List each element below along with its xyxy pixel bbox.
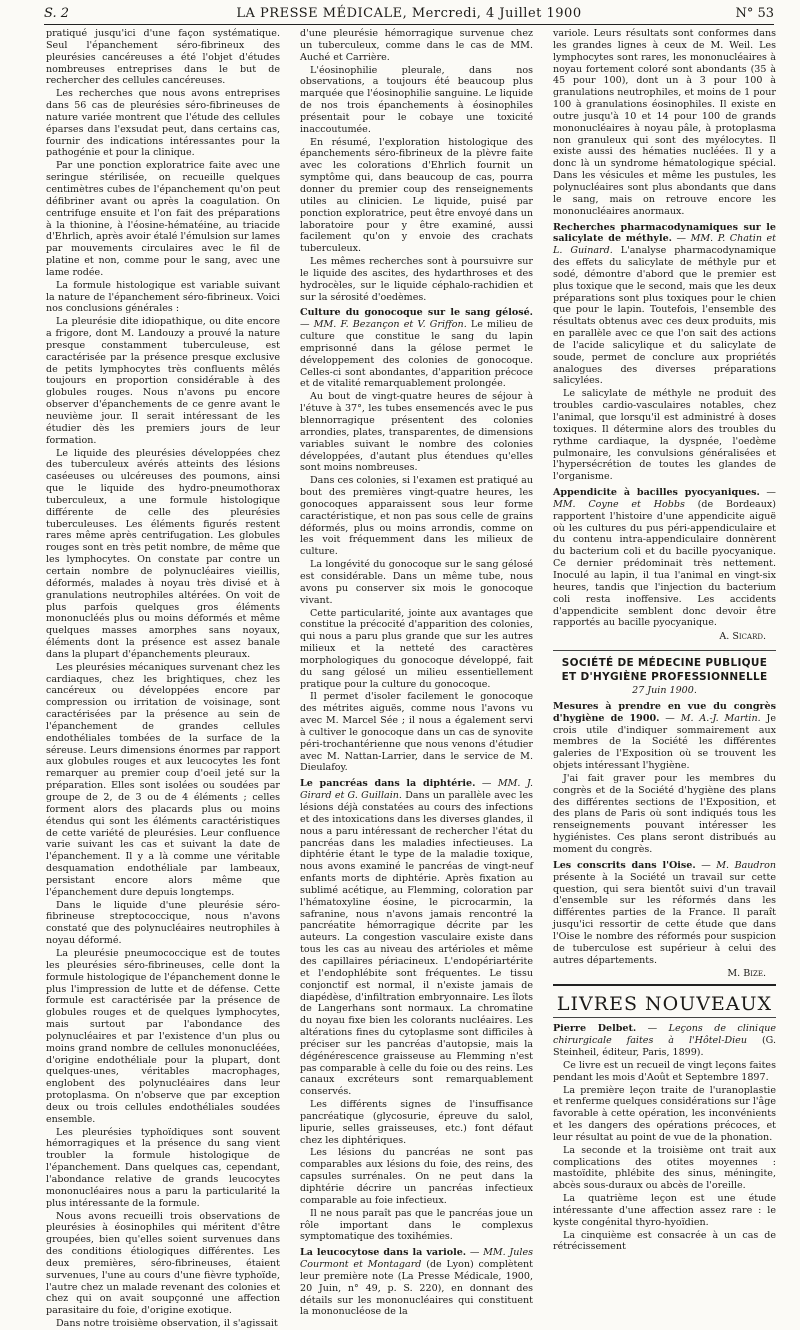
article-gonocoque: Culture du gonocoque sur le sang gélosé. — MM. F. Bezançon et V. Griffon. Le milieu de culture que constitue le sang du lapin emprisonné dans la gélose permet le développement des colonies de gonocoque. Celles-ci sont abondantes, d'apparition précoce et de vitalité remarquablement prolongée. (300, 307, 533, 390)
book-publisher: (G. Steinheil, éditeur, Paris, 1899). (553, 1035, 776, 1058)
article-congres: Mesures à prendre en vue du congrès d'hygiène de 1900. — M. A.-J. Martin. Je crois utile d'indiquer sommairement aux membres de la Société les différentes galeries de l'Exposition où se trouvent les objets intéressant l'hygiène. (553, 700, 776, 772)
article-authors: MM. P. Chatin et L. Guinard. (553, 233, 776, 257)
page-header (44, 6, 774, 26)
paragraph: Dans le liquide d'une pleurésie séro-fibrineuse streptococcique, nous n'avons constaté que des polynucléaires neutrophiles à noyau déformé. (46, 899, 280, 947)
column-3 (553, 28, 776, 1253)
issue-number: N° 53 (735, 6, 774, 21)
paragraph: Dans notre troisième observation, il s'agissait (56, 1318, 278, 1330)
paragraph: Ce livre est un recueil de vingt leçons faites pendant les mois d'Août et Septembre 1897. (553, 1059, 776, 1083)
paragraph: Le salicylate de méthyle ne produit des troubles cardio-vasculaires notables, chez l'animal, que lorsqu'il est administré à doses toxiques. Il détermine alors des troubles du rythme cardiaque, la dyspnée, l'oedème pulmonaire, les convulsions généralisées et l'hypersécrétion de toutes les glandes de l'organisme. (553, 388, 776, 483)
paragraph: Le milieu de culture que constitue le sang du lapin emprisonné dans la gélose permet le développement des colonies de gonocoque. Celles-ci sont abondantes, d'apparition précoce et de vitalité remarquablement prolongée. (300, 319, 533, 390)
paragraph: d'une pleurésie hémorragique survenue chez un tuberculeux, comme dans le cas de MM. Auché et Carrière. (300, 28, 533, 63)
paragraph: variole. Leurs résultats sont conformes dans les grandes lignes à ceux de M. Weil. Les lymphocytes sont rares, les mononucléaires à noyau fortement coloré sont abondants (35 à 45 pour 100), dont un à 3 pour 100 à granulations neutrophiles, et moins de 1 pour 100 à granulations éosinophiles. Il existe en outre jusqu'à 10 et 14 pour 100 de grands mononucléaires à noyau pâle, à protoplasma non granuleux qui sont des myélocytes. Il existe aussi des hématies nucléées. Il y a donc là un syndrome hématologique spécial. Dans les vésicules et même les pustules, les polynucléaires sont plus abondants que dans le sang, mais on retrouve encore les mononucléaires anormaux. (553, 28, 776, 217)
paragraph: Les recherches que nous avons entreprises dans 56 cas de pleurésies séro-fibrineuses de nature variée montrent que l'étude des cellules éparses dans l'exsudat peut, dans certains cas, fournir des indications intéressantes pour la pathogénie et pour la clinique. (46, 88, 280, 159)
livres-heading: LIVRES NOUVEAUX (556, 993, 773, 1016)
header-rule (44, 24, 774, 25)
section-divider (553, 984, 776, 986)
article-title: Les conscrits dans l'Oise. (553, 859, 696, 871)
paragraph: pratiqué jusqu'ici d'une façon systématique. Seul l'épanchement séro-fibrineux des pleurésies cancéreuses a été l'objet d'études nombreuses entreprises dans le but de rechercher des cellules cancéreuses. (46, 28, 280, 87)
paragraph: Les différents signes de l'insuffisance pancréatique (glycosurie, épreuve du salol, lipurie, selles graisseuses, etc.) font défaut chez les diphtériques. (300, 1099, 533, 1146)
paragraph: L'éosinophilie pleurale, dans nos observations, a toujours été beaucoup plus marquée que l'éosinophilie sanguine. Le liquide de nos trois épanchements à éosinophiles présentait pour le cobaye une toxicité inaccoutumée. (300, 64, 533, 135)
paragraph: La cinquième est consacrée à un cas de rétrécissement (553, 1229, 776, 1253)
article-authors: MM. Coyne et Hobbs (553, 498, 685, 510)
paragraph: La longévité du gonocoque sur le sang gélosé est considérable. Dans un même tube, nous avons pu conserver six mois le gonocoque vivant. (300, 559, 533, 606)
paragraph: (de Lyon) complètent leur première note (La Presse Médicale, 1900, 20 Juin, n° 49, p. S. 220), en donnant des détails sur les mononucléaires qui constituent la mononucléose de la (300, 1259, 533, 1318)
signature: M. Bize. (727, 968, 766, 980)
paragraph: La pleurésie pneumococcique est de toutes les pleurésies séro-fibrineuses, celle dont la formule histologique de l'épanchement donne le plus l'impression de lutte et de défense. Cette formule est caractérisée par la présence de globules rouges et de quelques lymphocytes, mais surtout par l'abondance des polynucléaires et par l'existence d'un plus ou moins grand nombre de cellules mononucléées, d'origine endothéliale pour la plupart, dont quelques-unes, véritables macrophages, englobent des polynucléaires dans leur protoplasma. On n'observe que par exception deux ou trois cellules endothéliales soudées ensemble. (46, 947, 280, 1125)
paragraph: Il ne nous paraît pas que le pancréas joue un rôle important dans le complexus symptomatique des toxihémies. (300, 1207, 533, 1243)
book-review: Pierre Delbet. — Leçons de clinique chirurgicale faites à l'Hôtel-Dieu (G. Steinheil, éditeur, Paris, 1899). (553, 1023, 776, 1058)
paragraph: Les mêmes recherches sont à poursuivre sur le liquide des ascites, des hydarthroses et des hydrocèles, sur le liquide céphalo-rachidien et sur la sérosité d'oedèmes. (300, 256, 533, 303)
article-authors: M. A.-J. Martin. (680, 712, 761, 724)
article-title: Mesures à prendre en vue du congrès d'hygiène de 1900. (553, 700, 776, 724)
paragraph: Je crois utile d'indiquer sommairement aux membres de la Société les différentes galeries de l'Exposition où se trouvent les objets intéressant l'hygiène. (553, 712, 776, 772)
article-title: Le pancréas dans la diphtérie. (300, 778, 476, 790)
paragraph: présente à la Société un travail sur cette question, qui sera bientôt suivi d'un travail d'ensemble sur les réformés dans les différentes parties de la France. Il paraît jusqu'ici ressortir de cette étude que dans l'Oise le nombre des réformés pour suspicion de tuberculose est supérieur à celui des autres départements. (553, 871, 776, 966)
paragraph: Dans un parallèle avec les lésions déjà constatées au cours des infections et des intoxications dans les diverses glandes, il nous a paru intéressant de rechercher l'état du pancréas dans les maladies infectieuses. La diphtérie étant le type de la maladie toxique, nous avons examiné le pancréas de vingt-neuf enfants morts de diphtérie. Après fixation au sublimé acétique, au Flemming, coloration par l'hématoxyline éosine, le picrocarmin, la safranine, nous n'avons jamais rencontré la pancréatite hémorragique décrite par les auteurs. La congestion vasculaire existe dans tous les cas au niveau des artérioles et même des capillaires périacineux. L'endopériartérite et l'endophlébite sont fréquentes. Le tissu conjonctif est normal, il n'existe jamais de diapédèse, d'infiltration embryonnaire. Les îlots de Langerhans sont normaux. La chromatine du noyau fixe bien les colorants nucléaires. Les altérations fines du cytoplasme sont difficiles à préciser sur les pancréas d'autopsie, mais la dégénérescence graisseuse au Flemming n'est pas comparable à celle du foie ou des reins. Les canaux excréteurs sont remarquablement conservés. (300, 790, 533, 1098)
article-title: La leucocytose dans la variole. (300, 1247, 467, 1259)
paragraph: La formule histologique est variable suivant la nature de l'épanchement séro-fibrineux. Voici nos conclusions générales : (46, 279, 280, 315)
paragraph: (de Bordeaux) rapportent l'histoire d'une appendicite aiguë où les cultures du pus péri-appendiculaire et du contenu intra-appendiculaire donnèrent du bacterium coli et du bacille pyocyanique. Ce dernier prédominait très nettement. Inoculé au lapin, il tua l'animal en vingt-six heures, tandis que l'injection du bacterium coli resta inoffensive. Les accidents d'appendicite semblent donc devoir être rapportés au bacille pyocyanique. (553, 498, 776, 629)
paragraph: Cette particularité, jointe aux avantages que constitue la précocité d'apparition des colonies, qui nous a paru plus grande que sur les autres milieux et la netteté des caractères morphologiques du gonocoque développé, fait du sang gélosé un milieu essentiellement pratique pour la culture du gonocoque. (300, 607, 533, 690)
article-authors: M. Baudron (716, 859, 776, 871)
paragraph: La seconde et la troisième ont trait aux complications des otites moyennes : mastoïdite, phlébite des sinus, méningite, abcès sous-duraux ou abcès de l'oreille. (553, 1144, 776, 1192)
paragraph: En résumé, l'exploration histologique des épanchements séro-fibrineux de la plèvre faite avec les colorations d'Ehrlich fournit un symptôme qui, dans beaucoup de cas, pourra donner du premier coup des renseignements utiles au clinicien. Le liquide, puisé par ponction exploratrice, peut être envoyé dans un laboratoire pour y être examiné, aussi facilement qu'on y envoie des crachats tuberculeux. (300, 136, 533, 255)
article-authors: MM. F. Bezançon et V. Griffon. (313, 319, 467, 331)
paragraph: La première leçon traite de l'uranoplastie et renferme quelques considérations sur l'âge favorable à cette opération, les inconvénients et les dangers des opérations précoces, et leur résultat au point de vue de la phonation. (553, 1084, 776, 1143)
section-divider (553, 650, 776, 651)
article-appendicite: Appendicite à bacilles pyocyaniques. — MM. Coyne et Hobbs (de Bordeaux) rapportent l'histoire d'une appendicite aiguë où les cultures du pus péri-appendiculaire et du contenu intra-appendiculaire donnèrent du bacterium coli et du bacille pyocyanique. Ce dernier prédominait très nettement. Inoculé au lapin, il tua l'animal en vingt-six heures, tandis que l'injection du bacterium coli resta inoffensive. Les accidents d'appendicite semblent donc devoir être rapportés au bacille pyocyanique. (553, 487, 776, 629)
section-divider (553, 1017, 776, 1018)
paragraph: Au bout de vingt-quatre heures de séjour à l'étuve à 37°, les tubes ensemencés avec le pus blennorragique présentent des colonies arrondies, plates, transparentes, de dimensions variables suivant le nombre des colonies développées, d'autant plus étendues qu'elles sont moins nombreuses. (300, 391, 533, 474)
paragraph: La pleurésie dite idiopathique, ou dite encore a frigore, dont M. Landouzy a prouvé la nature presque constamment tuberculeuse, est caractérisée par la présence presque exclusive de petits lymphocytes très confluents mêlés toujours en proportion considérable à des globules rouges. Nous n'avons pu encore observer d'épanchements de ce genre avant le neuvième jour. Il serait intéressant de les étudier dès les premiers jours de leur formation. (46, 316, 280, 446)
column-2 (300, 28, 534, 1318)
paragraph: J'ai fait graver pour les membres du congrès et de la Société d'hygiène des plans des différentes sections de l'Exposition, et des plans de Paris où sont indiqués tous les renseignements pouvant intéresser les hygiénistes. Ces plans seront distribués au moment du congrès. (553, 772, 776, 855)
session-date: 27 Juin 1900. (632, 685, 697, 697)
society-heading: SOCIÉTÉ DE MÉDECINE PUBLIQUE ET D'HYGIÈNE PROFESSIONNELLE (561, 657, 768, 684)
article-pancreas: Le pancréas dans la diphtérie. — MM. J. Girard et G. Guillain. Dans un parallèle avec les lésions déjà constatées au cours des infections et des intoxications dans les diverses glandes, il nous a paru intéressant de rechercher l'état du pancréas dans les maladies infectieuses. La diphtérie étant le type de la maladie toxique, nous avons examiné le pancréas de vingt-neuf enfants morts de diphtérie. Après fixation au sublimé acétique, au Flemming, coloration par l'hématoxyline éosine, le picrocarmin, la safranine, nous n'avons jamais rencontré la pancréatite hémorragique décrite par les auteurs. La congestion vasculaire existe dans tous les cas au niveau des artérioles et même des capillaires périacineux. L'endopériartérite et l'endophlébite sont fréquentes. Le tissu conjonctif est normal, il n'existe jamais de diapédèse, d'infiltration embryonnaire. Les îlots de Langerhans sont normaux. La chromatine du noyau fixe bien les colorants nucléaires. Les altérations fines du cytoplasme sont difficiles à préciser sur les pancréas d'autopsie, mais la dégénérescence graisseuse au Flemming n'est pas comparable à celle du foie ou des reins. Les canaux excréteurs sont remarquablement conservés. (300, 778, 533, 1098)
paragraph: Nous avons recueilli trois observations de pleurésies à éosinophiles qui méritent d'être groupées, bien qu'elles soient survenues dans des conditions étiologiques différentes. Les deux premières, séro-fibrineuses, étaient survenues, l'une au cours d'une fièvre typhoïde, l'autre chez un malade revenant des colonies et chez qui on avait soupçonné une affection parasitaire du foie, d'origine exotique. (46, 1210, 280, 1317)
article-authors: MM. J. Girard et G. Guillain. (300, 778, 533, 802)
article-title: Culture du gonocoque sur le sang gélosé. (300, 307, 533, 319)
book-title: Leçons de clinique chirurgicale faites à l'Hôtel-Dieu (553, 1023, 776, 1047)
paragraph: L'analyse pharmacodynamique des effets du salicylate de méthyle pur et sodé, démontre d'abord que le premier est plus toxique que le second, mais que les deux préparations sont plus toxiques pour le chien que pour le lapin. Toutefois, l'ensemble des résultats obtenus avec ces deux produits, mis en parallèle avec ce que l'on sait des actions de l'acide salicylique et du salicylate de soude, permet de conclure aux propriétés analogues des diverses préparations salicylées. (553, 245, 776, 387)
paragraph: La quatrième leçon est une étude intéressante d'une affection assez rare : le kyste congénital thyro-hyoïdien. (553, 1193, 776, 1228)
paragraph: Les pleurésies typhoïdiques sont souvent hémorragiques et la présence du sang vient troubler la formule histologique de l'épanchement. Dans quelques cas, cependant, l'abondance relative de grands leucocytes mononucléaires nous a paru la particularité la plus intéressante de la formule. (46, 1126, 280, 1209)
paragraph: Par une ponction exploratrice faite avec une seringue stérilisée, on recueille quelques centimètres cubes de l'épanchement qu'on peut défibriner avant ou après la coagulation. On centrifuge ensuite et l'on fait des préparations à la thionine, à l'éosine-hématéine, au triacide d'Ehrlich, après avoir étalé l'émulsion sur lames par mouvements circulaires avec le fil de platine et non, comme pour le sang, avec une lame rodée. (46, 160, 280, 278)
paragraph: Dans ces colonies, si l'examen est pratiqué au bout des premières vingt-quatre heures, les gonocoques apparaissent sous leur forme caractéristique, et non pas sous celle de grains déformés, plus ou moins arrondis, comme on les voit fréquemment dans les milieux de culture. (300, 475, 533, 558)
article-title: Appendicite à bacilles pyocyaniques. (553, 487, 760, 499)
journal-title: LA PRESSE MÉDICALE, Mercredi, 4 Juillet 1900 (236, 6, 582, 21)
article-salicylate: Recherches pharmacodynamiques sur le salicylate de méthyle. — MM. P. Chatin et L. Guinard. L'analyse pharmacodynamique des effets du salicylate de méthyle pur et sodé, démontre d'abord que le premier est plus toxique que le second, mais que les deux préparations sont plus toxiques pour le chien que pour le lapin. Toutefois, l'ensemble des résultats obtenus avec ces deux produits, mis en parallèle avec ce que l'on sait des actions de l'acide salicylique et du salicylate de soude, permet de conclure aux propriétés analogues des diverses préparations salicylées. (553, 221, 776, 387)
article-conscrits: Les conscrits dans l'Oise. — M. Baudron présente à la Société un travail sur cette question, qui sera bientôt suivi d'un travail d'ensemble sur les réformés dans les différentes parties de la France. Il paraît jusqu'ici ressortir de cette étude que dans l'Oise le nombre des réformés pour suspicion de tuberculose est supérieur à celui des autres départements. (553, 859, 776, 966)
paragraph: Les pleurésies mécaniques survenant chez les cardiaques, chez les brightiques, chez les cancéreux ou développées encore par compression ou irritation de voisinage, sont caractérisées par la présence au sein de l'épanchement de grandes cellules endothéliales tombées de la surface de la séreuse. Leurs dimensions énormes par rapport aux globules rouges et aux leucocytes les font remarquer au premier coup d'oeil jeté sur la préparation. Elles sont isolées ou soudées par groupe de 2, de 3 ou de 4 éléments ; celles forment alors des placards plus ou moins étendus qui sont les éléments caractéristiques de cette variété de pleurésies. Leur confluence varie suivant les cas et suivant la date de l'épanchement. Il y a là comme une véritable desquamation endothéliale par lambeaux, persistant encore alors même que l'épanchement dure depuis longtemps. (46, 661, 280, 898)
paragraph: Les lésions du pancréas ne sont pas comparables aux lésions du foie, des reins, des capsules surrénales. On ne peut dans la diphtérie décrire un pancréas infectieux comparable au foie infectieux. (300, 1147, 533, 1206)
article-title: Recherches pharmacodynamiques sur le salicylate de méthyle. (553, 221, 776, 245)
paragraph: Le liquide des pleurésies développées chez des tuberculeux avérés atteints des lésions caséeuses ou ulcéreuses des poumons, ainsi que le liquide des hydro-pneumothorax tuberculeux, a une formule histologique différente de celle des pleurésies tuberculeuses. Les éléments figurés restent rares même après centrifugation. Les globules rouges sont en très petit nombre, de même que les lymphocytes. On constate par contre un certain nombre de polynucléaires vieillis, déformés, malades à noyau très divisé et à granulations neutrophiles altérées. On voit de plus parfois quelques gros éléments mononucléés plus ou moins déformés et même quelques masses amorphes sans noyaux, éléments dont la présence est assez banale dans la plupart d'épanchements pleuraux. (46, 447, 280, 660)
column-1 (46, 28, 280, 1330)
page-number: S. 2 (44, 6, 69, 21)
article-leucocytose: La leucocytose dans la variole. — MM. Jules Courmont et Montagard (de Lyon) complètent leur première note (La Presse Médicale, 1900, 20 Juin, n° 49, p. S. 220), en donnant des détails sur les mononucléaires qui constituent la mononucléose de la (300, 1247, 534, 1318)
paragraph: Il permet d'isoler facilement le gonocoque des métrites aiguës, comme nous l'avons vu avec M. Marcel Sée ; il nous a également servi à cultiver le gonocoque dans un cas de synovite péri-trochantérienne que nous venons d'étudier avec M. Nattan-Larrier, dans le service de M. Dieulafoy. (300, 691, 533, 774)
book-author: Pierre Delbet. (553, 1023, 637, 1035)
signature: A. Sicard. (719, 631, 766, 643)
article-authors: MM. Jules Courmont et Montagard (300, 1247, 534, 1271)
